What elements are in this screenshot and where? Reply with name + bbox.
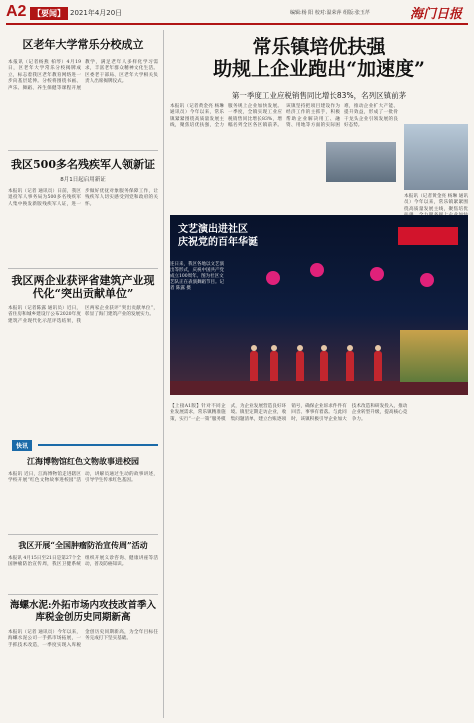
feature-title-line1: 文艺演出进社区	[178, 224, 248, 235]
stage-banner	[398, 227, 458, 245]
article-body: 本报讯 近日，江海博物馆走进辖区学校开展“红色文物故事进校园”活动，讲解员通过生动的故事讲述，引导学生传承红色基因。	[8, 472, 158, 484]
left-column	[8, 600, 158, 722]
lead-photo	[404, 124, 468, 190]
article-body: 本报讯（记者陈露 通讯员）近日，省住房和城乡建设厅公布2020年度建筑产业现代化示范评选结果，我区两家企业获评“突出贡献单位”，彰显了海门建筑产业的发展实力。	[8, 306, 158, 324]
article-title: 我区开展“全国肿瘤防治宣传周”活动	[18, 540, 148, 550]
article-title: 江海博物馆红色文物故事进校园	[27, 456, 139, 466]
feature-photo-inset	[400, 330, 468, 382]
feature-title-line2: 庆祝党的百年华诞	[178, 237, 258, 248]
left-column	[8, 456, 158, 536]
dancer-figure	[270, 351, 278, 381]
flower-prop	[420, 273, 434, 287]
left-column	[8, 274, 158, 428]
article-body: 本报讯（记者杨燕 柏琴）4月19日，区老年大学常乐分校揭牌成立，标志着我区老年教育网络进一步向基层延伸。分校将围绕书画、声乐、舞蹈、养生保健等课程开展教学，满足老年人多样化学习需求，丰富老年群众精神文化生活。区委老干部局、区老年大学相关负责人出席揭牌仪式。	[8, 60, 158, 91]
continued-body: 【上接A1版】针对不同企业发展需求，常乐镇精准施策，实行“一企一策”服务模式，为企业发展营造良好环境。镇里定期走访企业，收集问题清单，建立台账逐项销号，确保企业诉求件件有回音、事事有着落。与此同时，该镇积极引导企业加大技术改造和研发投入，推动企业转型升级，提高核心竞争力。	[170, 404, 408, 422]
article-body: 本报讯（记者 通讯员）今年以来，海螺水泥公司一手抓市场拓展，一手抓技术改造，一季度实现入库税金创历史同期新高，为全年目标任务完成打下坚实基础。	[8, 630, 158, 648]
page-number: A2	[6, 3, 27, 20]
editor-credits: 编辑:杨 阳 校对:温荣萍 组版:张玉芹	[290, 10, 370, 16]
flower-prop	[310, 263, 324, 277]
flower-prop	[370, 267, 384, 281]
lead-title-line2: 助规上企业跑出“加速度”	[213, 58, 425, 80]
article-title: 我区500多名残疾军人领新证	[11, 158, 155, 171]
page-header	[0, 0, 474, 24]
article-title: 海螺水泥:外拓市场内攻技改首季入库税金创历史同期新高	[9, 600, 156, 623]
section-label: 【要闻】	[30, 7, 68, 20]
dancer-figure	[374, 351, 382, 381]
article-title: 我区两企业获评省建筑产业现代化“突出贡献单位”	[11, 274, 155, 300]
issue-date: 2021年4月20日	[70, 9, 123, 17]
left-column	[8, 540, 158, 592]
kuaixun-bar	[38, 444, 158, 446]
divider	[8, 534, 158, 535]
kuaixun-tag: 快讯	[12, 440, 32, 451]
article-subtitle: 8月1日起启用新证	[60, 177, 106, 183]
lead-title-line1: 常乐镇培优扶强	[252, 36, 386, 58]
lead-body: 本报讯（记者黄金亮 杨琳 通讯员）今年以来，常乐镇紧紧围绕高质量发展主线，聚焦培优扶强，全力服务规上企业加快发展。一季度，全镇实现工业应税销售同比增长83%，增幅名列全区各区镇前茅。该镇坚持把项目建设作为经济工作的主抓手，积极帮助企业解决用工、融资、用地等方面的实际困难，推动企业扩大产能、提升效益，形成了一批骨干龙头企业引领发展的良好态势。	[170, 104, 398, 129]
article-body: 本报讯 4月15日至21日是第27个全国肿瘤防治宣传周，我区卫健系统组织开展义诊咨询、健康讲座等活动，普及防癌知识。	[8, 556, 158, 568]
left-column	[8, 156, 158, 269]
lead-subtitle: 第一季度工业应税销售同比增长83%，名列区镇前茅	[231, 91, 407, 100]
kuaixun-banner	[8, 440, 158, 450]
dancer-figure	[346, 351, 354, 381]
feature-caption: 连日来，我区各地以文艺演出等形式，庆祝中国共产党成立100周年。图为社区文艺队正在表演舞蹈节目。记者 陈露 摄	[170, 262, 224, 291]
article-body: 本报讯（记者 通讯员）日前，我区退役军人事务局为500多名残疾军人集中换发新版残疾军人证，进一步做好优抚对象服务保障工作，让残疾军人切实感受到党和政府的关怀。	[8, 189, 158, 207]
lead-photo	[326, 142, 396, 182]
lead-body: 本报讯（记者黄金亮 杨琳 通讯员）今年以来，常乐镇紧紧围绕高质量发展主线，聚焦培优	[404, 194, 468, 212]
dancer-figure	[250, 351, 258, 381]
dancer-figure	[320, 351, 328, 381]
feature-title	[178, 223, 258, 249]
article-title: 区老年大学常乐分校成立	[22, 38, 144, 51]
left-column	[8, 36, 158, 150]
lead-title	[170, 36, 468, 80]
flower-prop	[266, 271, 280, 285]
divider	[8, 150, 158, 151]
divider	[8, 268, 158, 269]
header-rule	[6, 23, 468, 25]
newspaper-logo: 海门日报	[410, 7, 463, 22]
column-divider	[163, 30, 164, 718]
dancer-figure	[296, 351, 304, 381]
divider	[8, 594, 158, 595]
